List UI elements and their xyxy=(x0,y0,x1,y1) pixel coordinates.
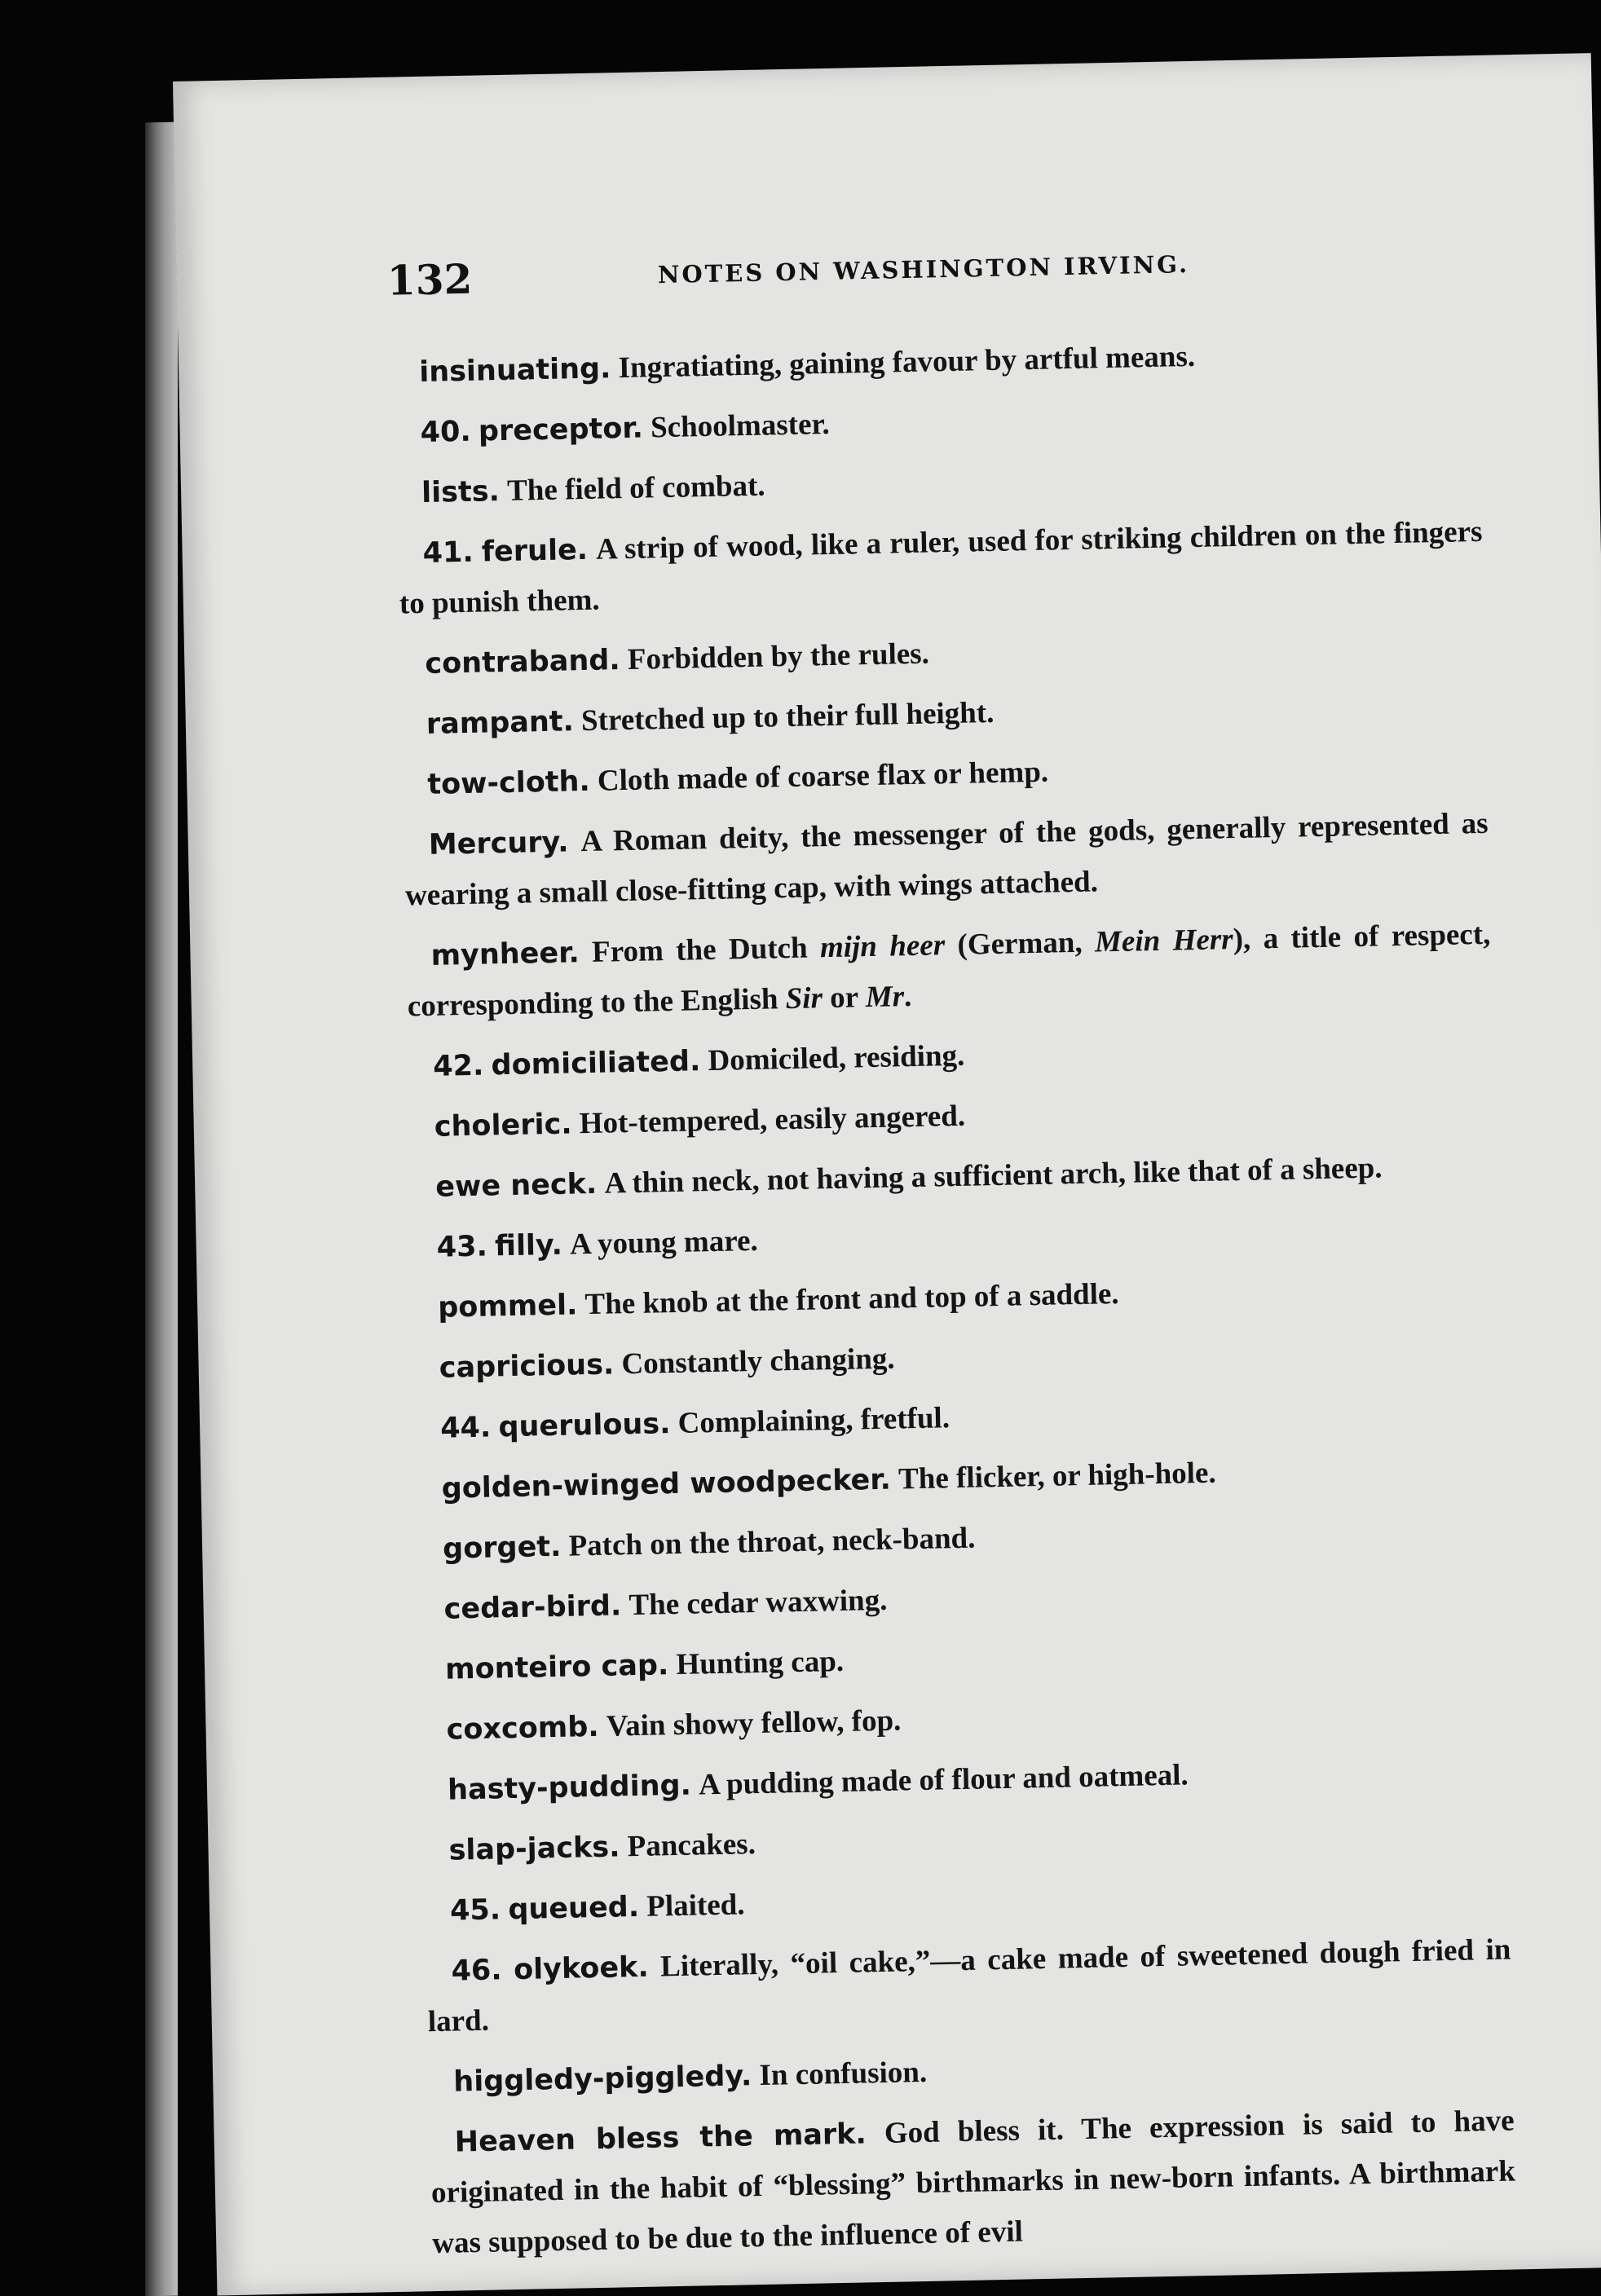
glossary-entry xyxy=(411,1141,1496,1214)
entry-definition: Stretched up to their full height. xyxy=(580,695,995,738)
glossary-entry xyxy=(417,1443,1502,1515)
entry-number: 41. xyxy=(422,535,474,570)
entry-definition: The knob at the front and top of a saddle. xyxy=(584,1277,1119,1322)
glossary-entry xyxy=(426,1865,1511,1937)
entry-definition: A Roman deity, the messenger of the gods, generally represented as wearing a small close-fitting cap, with wings attached. xyxy=(404,806,1489,913)
glossary-entry xyxy=(421,1684,1506,1756)
entry-definition: Patch on the throat, neck-band. xyxy=(568,1521,976,1563)
glossary-entry xyxy=(398,507,1484,630)
entry-term: gorget. xyxy=(442,1530,562,1566)
entry-term: filly. xyxy=(494,1228,563,1263)
entry-term: mynheer. xyxy=(430,936,580,972)
glossary-entry xyxy=(395,386,1480,459)
page-number: 132 xyxy=(386,254,473,305)
entry-term: insinuating. xyxy=(418,352,611,390)
entry-definition: A strip of wood, like a ruler, used for striking children on the fingers to punish them. xyxy=(399,514,1483,621)
entry-term: queued. xyxy=(507,1890,640,1927)
entry-number: 43. xyxy=(436,1230,488,1264)
entry-term: slap-jacks. xyxy=(448,1831,620,1867)
entry-term: higgledy-piggledy. xyxy=(452,2060,752,2099)
entry-number: 44. xyxy=(439,1411,492,1445)
entry-definition: Schoolmaster. xyxy=(650,407,831,445)
entry-term: Mercury. xyxy=(428,826,569,862)
glossary-entry xyxy=(416,1382,1501,1455)
entry-number: 42. xyxy=(432,1049,484,1083)
entry-definition: Forbidden by the rules. xyxy=(627,637,930,676)
entry-definition: A young mare. xyxy=(569,1223,759,1262)
entry-number: 45. xyxy=(449,1893,501,1928)
entry-definition: The cedar waxwing. xyxy=(628,1583,888,1623)
entry-term: hasty-pudding. xyxy=(447,1769,692,1807)
entry-term: pommel. xyxy=(437,1289,578,1324)
glossary-entry xyxy=(413,1262,1498,1334)
entry-number: 46. xyxy=(451,1954,503,1988)
glossary-entry xyxy=(429,2035,1514,2108)
entry-definition: From the Dutch mijn heer (German, Mein Herr), a title of respect, corresponding to the English Sir or Mr. xyxy=(407,917,1491,1024)
glossary-entry xyxy=(397,447,1482,519)
glossary-entry xyxy=(403,738,1488,811)
entry-definition: Literally, “oil cake,”—a cake made of sweetened dough fried in lard. xyxy=(427,1932,1511,2039)
glossary-entry xyxy=(395,326,1480,399)
entry-definition: God bless it. The expression is said to have originated in the habit of “blessing” birthmarks in new-born infants. A birthmark was supposed to be due to the influence of evil xyxy=(430,2104,1516,2261)
entry-definition: Hot-tempered, easily angered. xyxy=(579,1099,966,1141)
entry-number: 40. xyxy=(420,415,472,449)
book-page xyxy=(173,53,1601,2295)
entry-term: domiciliated. xyxy=(491,1045,701,1082)
glossary-entry xyxy=(421,1624,1506,1696)
entry-term: lists. xyxy=(421,475,501,509)
glossary-entry xyxy=(426,1925,1512,2048)
entry-definition: Cloth made of coarse flax or hemp. xyxy=(597,755,1049,798)
entry-term: ferule. xyxy=(481,533,589,569)
entry-definition: Plaited. xyxy=(646,1888,745,1924)
glossary-entry xyxy=(414,1322,1499,1395)
entry-term: golden-winged woodpecker. xyxy=(441,1463,892,1505)
entry-definition: Pancakes. xyxy=(627,1827,756,1864)
page-header xyxy=(386,236,1447,314)
entry-definition: In confusion. xyxy=(759,2055,928,2093)
entry-definition: The field of combat. xyxy=(506,469,765,508)
entry-definition: Complaining, fretful. xyxy=(677,1401,950,1440)
running-title: NOTES ON WASHINGTON IRVING. xyxy=(657,250,1190,289)
dutch-phrase: mijn heer xyxy=(819,928,946,965)
entry-term: preceptor. xyxy=(478,412,644,448)
entry-definition: A thin neck, not having a sufficient arch, like that of a sheep. xyxy=(604,1151,1383,1201)
entry-definition: A pudding made of flour and oatmeal. xyxy=(698,1758,1189,1802)
entry-term: contraband. xyxy=(425,644,621,681)
glossary-entry xyxy=(409,1081,1494,1153)
entry-term: choleric. xyxy=(434,1108,572,1144)
entry-term: rampant. xyxy=(426,705,575,741)
glossary-entry xyxy=(404,799,1489,922)
glossary-entry xyxy=(430,2095,1516,2269)
entry-term: coxcomb. xyxy=(446,1710,600,1747)
glossary-list xyxy=(395,326,1517,2279)
entry-definition: Vain showy fellow, fop. xyxy=(606,1703,902,1743)
entry-term: cedar-bird. xyxy=(443,1589,622,1626)
entry-term: olykoek. xyxy=(513,1950,650,1987)
entry-term: tow-cloth. xyxy=(426,765,591,801)
entry-term: monteiro cap. xyxy=(444,1649,669,1686)
entry-definition: Domiciled, residing. xyxy=(708,1038,965,1078)
glossary-entry xyxy=(412,1201,1497,1274)
entry-definition: Ingratiating, gaining favour by artful means. xyxy=(618,339,1196,386)
entry-definition: Hunting cap. xyxy=(676,1644,845,1681)
page-edge-shadow xyxy=(145,122,178,2296)
entry-definition: The flicker, or high-hole. xyxy=(898,1456,1217,1496)
glossary-entry xyxy=(408,1020,1493,1093)
german-phrase: Mein Herr xyxy=(1094,923,1234,959)
glossary-entry xyxy=(400,618,1485,690)
entry-term: capricious. xyxy=(439,1348,615,1385)
english-mr: Mr xyxy=(865,980,905,1015)
glossary-entry xyxy=(406,910,1492,1033)
glossary-entry xyxy=(418,1503,1503,1575)
english-sir: Sir xyxy=(785,981,823,1016)
entry-term: Heaven bless the mark. xyxy=(454,2118,867,2159)
entry-definition: Constantly changing. xyxy=(621,1342,895,1382)
glossary-entry xyxy=(423,1744,1508,1817)
glossary-entry xyxy=(419,1563,1504,1636)
entry-term: querulous. xyxy=(498,1408,671,1444)
glossary-entry xyxy=(401,678,1486,751)
entry-term: ewe neck. xyxy=(434,1167,598,1204)
glossary-entry xyxy=(424,1805,1509,1877)
